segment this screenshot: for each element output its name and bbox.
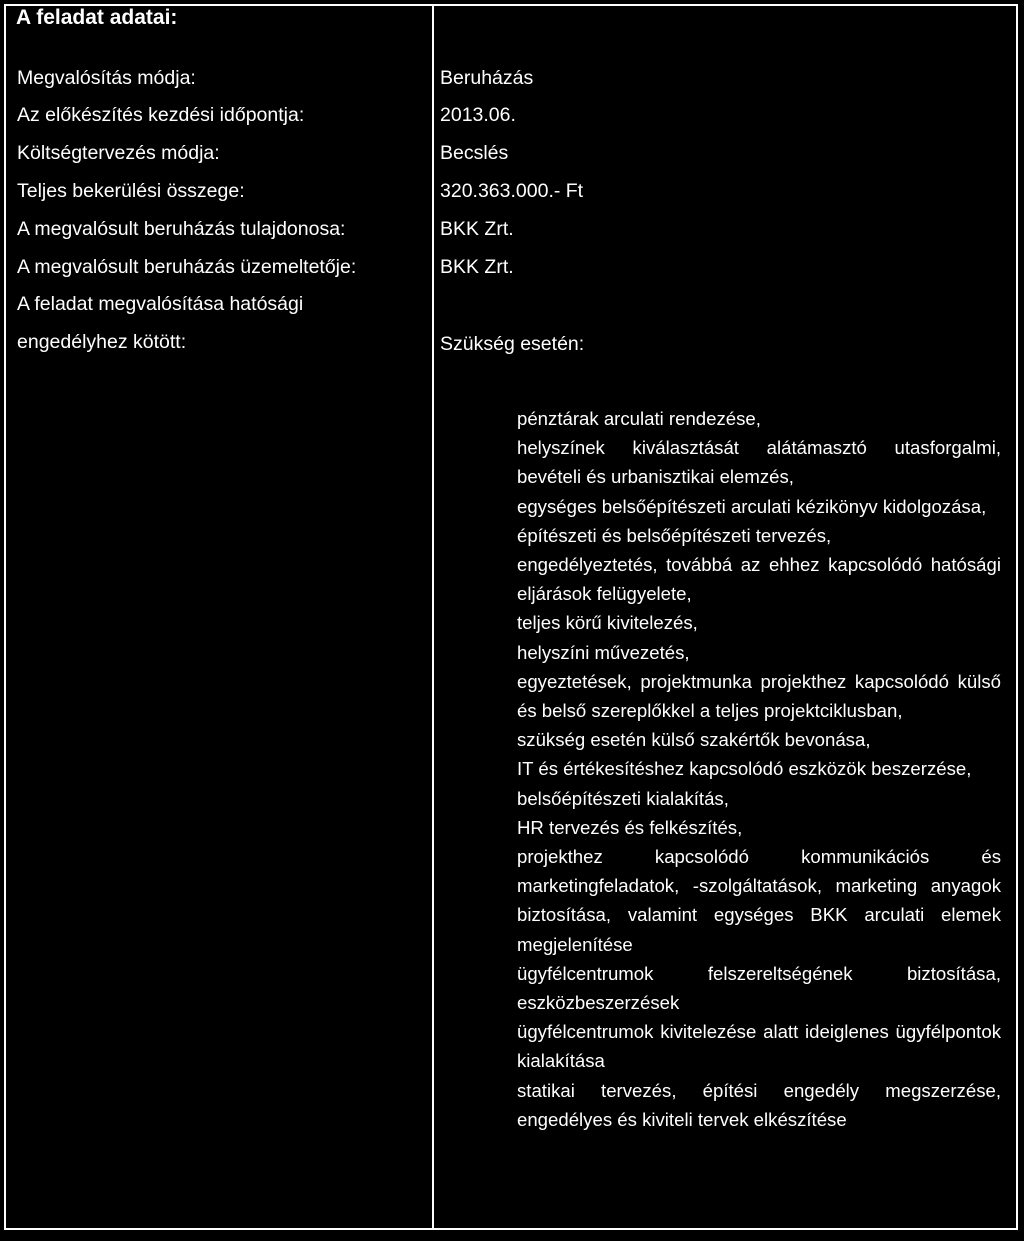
label-permit-line1: A feladat megvalósítása hatósági bbox=[17, 293, 304, 315]
label-implementation-method: Megvalósítás módja: bbox=[17, 67, 196, 89]
label-cost-planning-method: Költségtervezés módja: bbox=[17, 142, 220, 164]
label-owner: A megvalósult beruházás tulajdonosa: bbox=[17, 218, 346, 240]
value-permit: Szükség esetén: bbox=[440, 333, 585, 355]
list-item: helyszínek kiválasztását alátámasztó utasforgalmi, bevételi és urbanisztikai elemzés, bbox=[517, 437, 1001, 488]
list-item: pénztárak arculati rendezése, bbox=[517, 408, 761, 429]
value-cost-planning-method: Becslés bbox=[440, 142, 509, 164]
value-operator: BKK Zrt. bbox=[440, 256, 514, 278]
list-item: belsőépítészeti kialakítás, bbox=[517, 787, 729, 809]
label-operator: A megvalósult beruházás üzemeltetője: bbox=[17, 256, 357, 278]
task-list bbox=[517, 404, 1001, 1134]
column-divider bbox=[432, 6, 434, 1228]
value-owner: BKK Zrt. bbox=[440, 218, 514, 240]
list-item: IT és értékesítéshez kapcsolódó eszközök beszerzése, bbox=[517, 758, 972, 780]
label-preparation-start: Az előkészítés kezdési időpontja: bbox=[17, 104, 305, 126]
list-item: szükség esetén külső szakértők bevonása, bbox=[517, 729, 871, 751]
list-item: teljes körű kivitelezés, bbox=[517, 612, 698, 634]
label-total-cost: Teljes bekerülési összege: bbox=[17, 180, 245, 202]
list-item: ügyfélcentrumok kivitelezése alatt ideiglenes ügyfélpontok kialakítása bbox=[517, 1021, 1001, 1072]
table-title: A feladat adatai: bbox=[16, 6, 178, 29]
list-item: egységes belsőépítészeti arculati kézikönyv kidolgozása, bbox=[517, 495, 987, 517]
list-item: projekthez kapcsolódó kommunikációs és marketingfeladatok, -szolgáltatások, marketing anyagok biztosítása, valamint egységes BKK arculati elemek megjelenítése bbox=[517, 846, 1001, 955]
value-total-cost: 320.363.000.- Ft bbox=[440, 180, 584, 202]
list-item: építészeti és belsőépítészeti tervezés, bbox=[517, 524, 832, 546]
list-item: engedélyeztetés, továbbá az ehhez kapcsolódó hatósági eljárások felügyelete, bbox=[517, 554, 1001, 605]
list-item: ügyfélcentrumok felszereltségének biztosítása, eszközbeszerzések bbox=[517, 962, 1001, 1014]
value-preparation-start: 2013.06. bbox=[440, 104, 516, 126]
list-item: helyszíni művezetés, bbox=[517, 641, 690, 663]
list-item: egyeztetések, projektmunka projekthez kapcsolódó külső és belső szereplőkkel a teljes projektciklusban, bbox=[517, 670, 1001, 722]
list-item: HR tervezés és felkészítés, bbox=[517, 816, 743, 838]
left-margin-line bbox=[4, 1032, 6, 1222]
list-item: statikai tervezés, építési engedély megszerzése, engedélyes és kiviteli tervek elkészítése bbox=[517, 1079, 1001, 1130]
value-implementation-method: Beruházás bbox=[440, 67, 534, 89]
label-permit-line2: engedélyhez kötött: bbox=[17, 331, 187, 353]
